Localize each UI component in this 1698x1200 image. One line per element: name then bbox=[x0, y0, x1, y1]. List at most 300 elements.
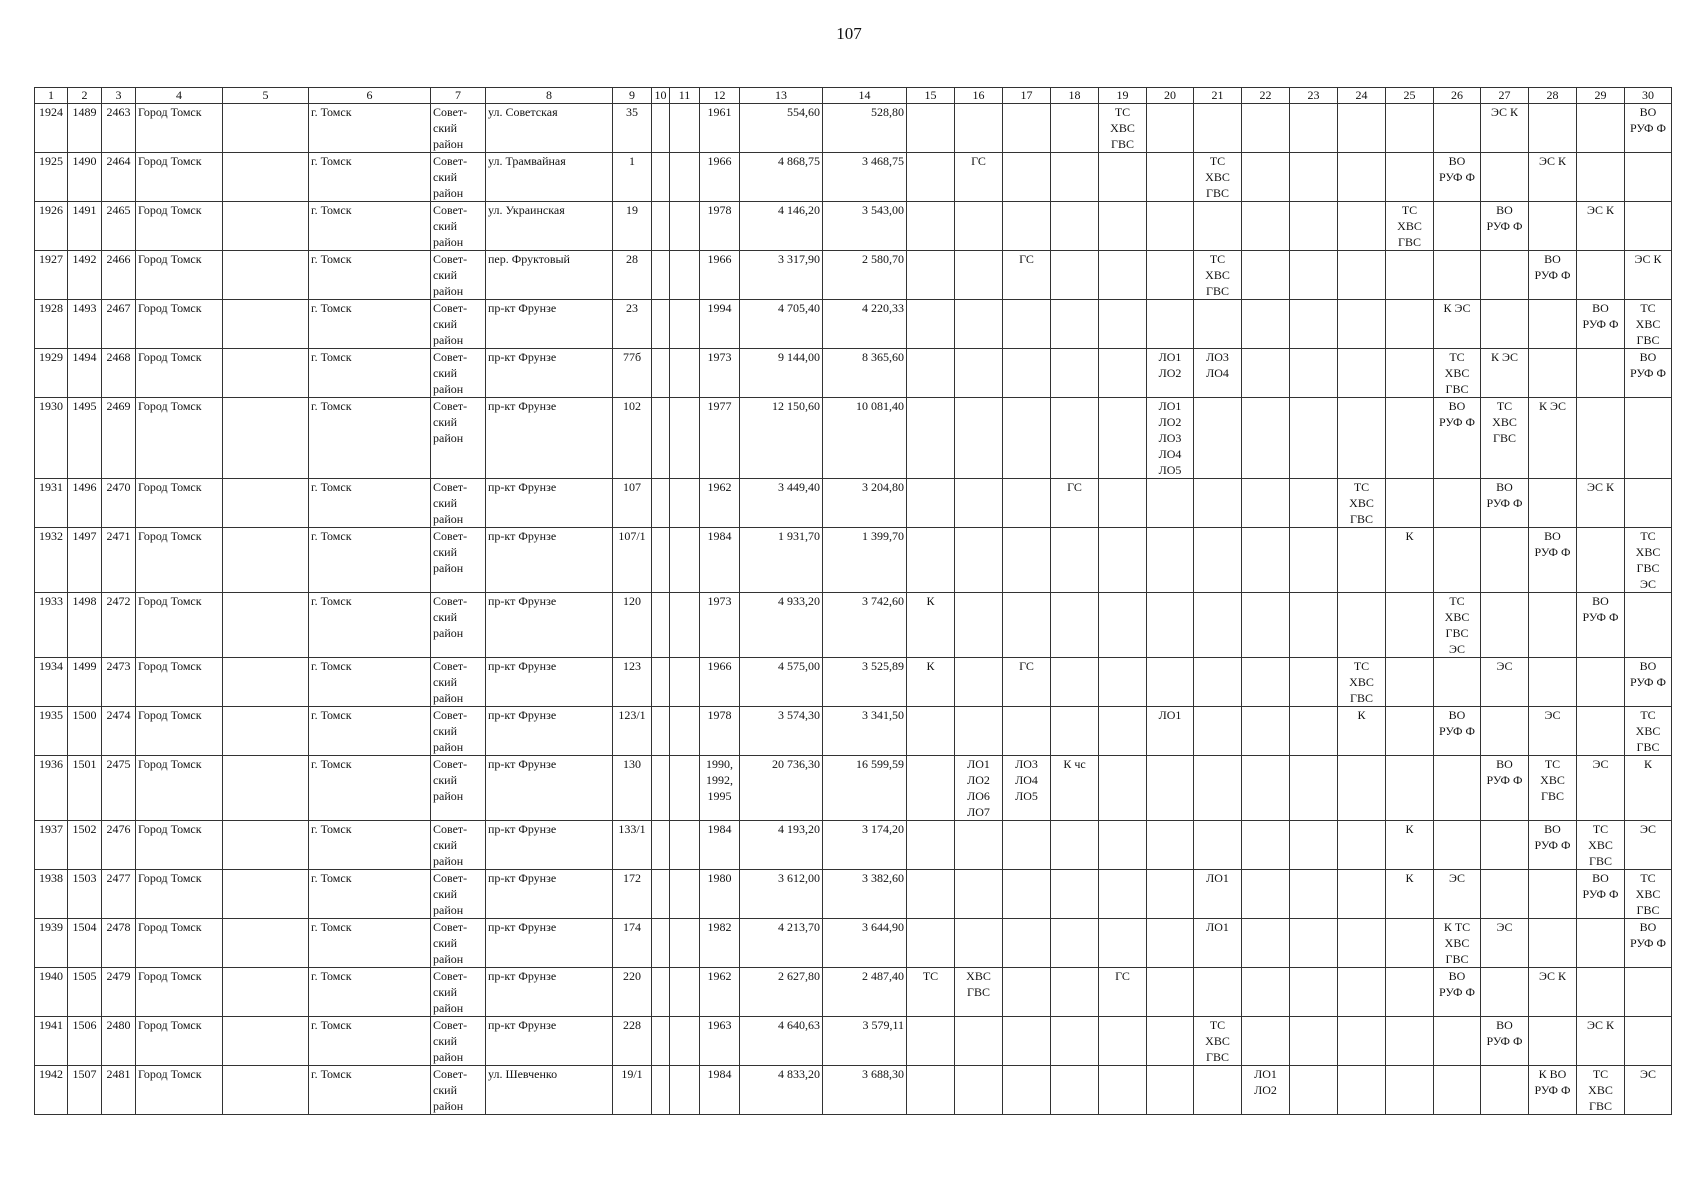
table-cell: 1980 bbox=[700, 870, 740, 919]
table-cell: 2465 bbox=[102, 202, 136, 251]
table-cell bbox=[1051, 528, 1099, 593]
table-cell: ТС ХВС ГВС bbox=[1481, 398, 1529, 479]
table-cell bbox=[223, 153, 309, 202]
table-cell bbox=[1290, 202, 1338, 251]
table-cell: Совет- ский район bbox=[431, 202, 486, 251]
table-cell: г. Томск bbox=[309, 528, 431, 593]
table-cell: Город Томск bbox=[136, 593, 223, 658]
table-cell: ВО РУФ Ф bbox=[1625, 349, 1672, 398]
table-cell: Город Томск bbox=[136, 707, 223, 756]
table-cell: 4 213,70 bbox=[740, 919, 823, 968]
table-cell: К bbox=[1386, 821, 1434, 870]
column-header: 7 bbox=[431, 88, 486, 104]
table-cell: 1984 bbox=[700, 821, 740, 870]
table-cell bbox=[1338, 1066, 1386, 1115]
table-row bbox=[35, 349, 1672, 398]
table-cell: ЭС К bbox=[1577, 202, 1625, 251]
table-cell bbox=[955, 870, 1003, 919]
table-cell bbox=[1577, 658, 1625, 707]
table-cell: Город Томск bbox=[136, 479, 223, 528]
table-cell bbox=[670, 479, 700, 528]
table-cell: 2470 bbox=[102, 479, 136, 528]
column-header: 20 bbox=[1147, 88, 1194, 104]
table-cell bbox=[1386, 153, 1434, 202]
table-cell bbox=[652, 707, 670, 756]
table-cell bbox=[1051, 251, 1099, 300]
table-cell: пер. Фруктовый bbox=[486, 251, 613, 300]
table-cell bbox=[652, 1066, 670, 1115]
table-cell: ЭС bbox=[1481, 919, 1529, 968]
table-cell bbox=[1577, 398, 1625, 479]
table-cell: 1496 bbox=[68, 479, 102, 528]
table-cell bbox=[1147, 1017, 1194, 1066]
table-cell bbox=[670, 528, 700, 593]
table-cell: ТС ХВС ГВС bbox=[1625, 707, 1672, 756]
table-cell bbox=[670, 870, 700, 919]
table-cell bbox=[1003, 919, 1051, 968]
table-cell: Совет- ский район bbox=[431, 479, 486, 528]
table-cell: Совет- ский район bbox=[431, 528, 486, 593]
table-cell bbox=[1386, 756, 1434, 821]
table-cell bbox=[1003, 1017, 1051, 1066]
table-cell: 2 627,80 bbox=[740, 968, 823, 1017]
table-cell: 1489 bbox=[68, 104, 102, 153]
table-cell bbox=[907, 153, 955, 202]
table-cell: 1493 bbox=[68, 300, 102, 349]
table-cell: пр-кт Фрунзе bbox=[486, 919, 613, 968]
table-cell: Город Томск bbox=[136, 821, 223, 870]
table-cell: К ЭС bbox=[1434, 300, 1481, 349]
table-cell bbox=[1386, 398, 1434, 479]
table-cell bbox=[1529, 593, 1577, 658]
table-cell: Город Томск bbox=[136, 756, 223, 821]
table-cell: 1503 bbox=[68, 870, 102, 919]
table-cell: г. Томск bbox=[309, 251, 431, 300]
table-cell: ТС ХВС ГВС bbox=[1529, 756, 1577, 821]
table-cell bbox=[1003, 349, 1051, 398]
table-cell bbox=[1338, 1017, 1386, 1066]
table-cell: ВО РУФ Ф bbox=[1481, 1017, 1529, 1066]
table-cell: 2472 bbox=[102, 593, 136, 658]
table-cell bbox=[652, 300, 670, 349]
table-cell: ТС ХВС ГВС bbox=[1194, 1017, 1242, 1066]
table-cell bbox=[223, 349, 309, 398]
table-cell: 3 174,20 bbox=[823, 821, 907, 870]
column-header: 26 bbox=[1434, 88, 1481, 104]
table-cell: 1982 bbox=[700, 919, 740, 968]
table-cell: 1499 bbox=[68, 658, 102, 707]
column-header: 15 bbox=[907, 88, 955, 104]
table-cell bbox=[1242, 821, 1290, 870]
table-row bbox=[35, 821, 1672, 870]
table-cell bbox=[1338, 398, 1386, 479]
table-cell bbox=[1099, 528, 1147, 593]
table-cell bbox=[670, 398, 700, 479]
table-cell: г. Томск bbox=[309, 756, 431, 821]
column-header: 23 bbox=[1290, 88, 1338, 104]
table-cell: ЛО1 ЛО2 bbox=[1242, 1066, 1290, 1115]
table-cell bbox=[1481, 593, 1529, 658]
table-cell bbox=[1338, 968, 1386, 1017]
table-cell bbox=[1338, 202, 1386, 251]
table-cell bbox=[1242, 968, 1290, 1017]
table-cell: 16 599,59 bbox=[823, 756, 907, 821]
column-header: 17 bbox=[1003, 88, 1051, 104]
table-cell: 1962 bbox=[700, 968, 740, 1017]
column-header: 29 bbox=[1577, 88, 1625, 104]
table-cell: г. Томск bbox=[309, 1017, 431, 1066]
table-cell bbox=[1529, 658, 1577, 707]
table-cell bbox=[1577, 153, 1625, 202]
table-cell bbox=[907, 821, 955, 870]
table-row bbox=[35, 398, 1672, 479]
column-header: 18 bbox=[1051, 88, 1099, 104]
table-cell bbox=[1051, 658, 1099, 707]
table-cell: К ВО РУФ Ф bbox=[1529, 1066, 1577, 1115]
table-cell: 12 150,60 bbox=[740, 398, 823, 479]
table-cell bbox=[1194, 821, 1242, 870]
table-cell bbox=[1003, 707, 1051, 756]
table-cell bbox=[1529, 349, 1577, 398]
table-cell bbox=[1577, 251, 1625, 300]
table-cell bbox=[1242, 349, 1290, 398]
table-cell bbox=[907, 1066, 955, 1115]
table-cell bbox=[1338, 300, 1386, 349]
table-cell bbox=[652, 593, 670, 658]
table-cell bbox=[1625, 593, 1672, 658]
table-cell: Совет- ский район bbox=[431, 104, 486, 153]
table-cell: ЭС bbox=[1481, 658, 1529, 707]
table-cell: К ЭС bbox=[1529, 398, 1577, 479]
table-cell: 220 bbox=[613, 968, 652, 1017]
table-cell bbox=[1147, 919, 1194, 968]
table-cell bbox=[1529, 919, 1577, 968]
column-header: 4 bbox=[136, 88, 223, 104]
table-cell bbox=[670, 658, 700, 707]
table-cell bbox=[1386, 919, 1434, 968]
table-cell: ВО РУФ Ф bbox=[1481, 756, 1529, 821]
table-cell bbox=[1242, 104, 1290, 153]
table-cell: 4 933,20 bbox=[740, 593, 823, 658]
table-cell bbox=[1338, 528, 1386, 593]
table-cell: ЛО1 ЛО2 ЛО6 ЛО7 bbox=[955, 756, 1003, 821]
table-cell: 2473 bbox=[102, 658, 136, 707]
table-cell bbox=[1147, 202, 1194, 251]
table-cell bbox=[1481, 821, 1529, 870]
table-cell: Город Томск bbox=[136, 968, 223, 1017]
table-cell bbox=[1338, 104, 1386, 153]
table-cell bbox=[1147, 968, 1194, 1017]
table-cell bbox=[1290, 593, 1338, 658]
table-cell bbox=[1434, 479, 1481, 528]
table-cell bbox=[1003, 870, 1051, 919]
table-cell: 1961 bbox=[700, 104, 740, 153]
table-cell bbox=[1242, 707, 1290, 756]
table-cell: Город Томск bbox=[136, 300, 223, 349]
table-cell bbox=[670, 251, 700, 300]
table-cell: Совет- ский район bbox=[431, 251, 486, 300]
table-cell: ГС bbox=[1003, 251, 1051, 300]
table-cell bbox=[1099, 479, 1147, 528]
table-cell: 1497 bbox=[68, 528, 102, 593]
table-cell: 1978 bbox=[700, 202, 740, 251]
table-cell bbox=[1194, 398, 1242, 479]
table-cell bbox=[955, 251, 1003, 300]
table-cell bbox=[1338, 349, 1386, 398]
table-cell bbox=[223, 593, 309, 658]
table-cell: К bbox=[1386, 528, 1434, 593]
table-cell bbox=[955, 104, 1003, 153]
table-cell bbox=[670, 300, 700, 349]
table-cell: 3 382,60 bbox=[823, 870, 907, 919]
column-header: 28 bbox=[1529, 88, 1577, 104]
table-cell bbox=[223, 251, 309, 300]
table-cell bbox=[1051, 1017, 1099, 1066]
column-header: 21 bbox=[1194, 88, 1242, 104]
table-cell bbox=[1338, 251, 1386, 300]
table-cell bbox=[1099, 1017, 1147, 1066]
table-cell bbox=[907, 202, 955, 251]
column-header: 1 bbox=[35, 88, 68, 104]
table-cell bbox=[223, 968, 309, 1017]
table-row bbox=[35, 870, 1672, 919]
table-cell: 1506 bbox=[68, 1017, 102, 1066]
table-cell: 4 640,63 bbox=[740, 1017, 823, 1066]
table-cell: 2463 bbox=[102, 104, 136, 153]
table-cell: 4 705,40 bbox=[740, 300, 823, 349]
table-cell bbox=[907, 300, 955, 349]
table-cell: ЭС bbox=[1434, 870, 1481, 919]
table-cell bbox=[1147, 1066, 1194, 1115]
table-cell bbox=[1386, 968, 1434, 1017]
column-header: 5 bbox=[223, 88, 309, 104]
table-cell bbox=[1003, 104, 1051, 153]
table-cell bbox=[1290, 707, 1338, 756]
table-cell bbox=[1529, 300, 1577, 349]
table-cell bbox=[1434, 821, 1481, 870]
table-cell: 3 579,11 bbox=[823, 1017, 907, 1066]
table-cell: Город Томск bbox=[136, 919, 223, 968]
table-row bbox=[35, 1066, 1672, 1115]
table-cell: ЭС К bbox=[1481, 104, 1529, 153]
table-cell bbox=[1099, 153, 1147, 202]
table-cell bbox=[652, 479, 670, 528]
table-cell: 2477 bbox=[102, 870, 136, 919]
table-cell bbox=[1386, 593, 1434, 658]
table-cell bbox=[1194, 104, 1242, 153]
table-cell bbox=[1577, 104, 1625, 153]
table-cell bbox=[955, 300, 1003, 349]
table-cell bbox=[1099, 202, 1147, 251]
table-cell bbox=[907, 251, 955, 300]
table-cell bbox=[1481, 707, 1529, 756]
table-cell bbox=[670, 919, 700, 968]
table-cell: ЭС К bbox=[1529, 968, 1577, 1017]
table-cell: 4 193,20 bbox=[740, 821, 823, 870]
table-cell bbox=[1481, 153, 1529, 202]
table-cell bbox=[955, 1066, 1003, 1115]
table-cell: 133/1 bbox=[613, 821, 652, 870]
table-cell bbox=[1290, 919, 1338, 968]
table-cell: ВО РУФ Ф bbox=[1577, 593, 1625, 658]
table-cell bbox=[1242, 153, 1290, 202]
table-cell bbox=[1434, 756, 1481, 821]
table-cell: 172 bbox=[613, 870, 652, 919]
table-cell: 2 487,40 bbox=[823, 968, 907, 1017]
table-cell: ЛО1 bbox=[1194, 870, 1242, 919]
table-cell bbox=[955, 821, 1003, 870]
table-cell bbox=[1051, 202, 1099, 251]
table-cell: Совет- ский район bbox=[431, 300, 486, 349]
table-cell: 1926 bbox=[35, 202, 68, 251]
table-cell bbox=[1242, 398, 1290, 479]
table-cell bbox=[955, 479, 1003, 528]
table-cell: 35 bbox=[613, 104, 652, 153]
column-header: 19 bbox=[1099, 88, 1147, 104]
table-cell: 1498 bbox=[68, 593, 102, 658]
table-cell bbox=[1194, 707, 1242, 756]
table-cell: г. Томск bbox=[309, 658, 431, 707]
table-cell bbox=[1434, 528, 1481, 593]
table-cell: ЛО1 ЛО2 bbox=[1147, 349, 1194, 398]
table-cell: 1963 bbox=[700, 1017, 740, 1066]
table-cell: 1932 bbox=[35, 528, 68, 593]
table-cell bbox=[670, 756, 700, 821]
table-cell bbox=[907, 870, 955, 919]
table-cell: 1973 bbox=[700, 593, 740, 658]
table-cell: 3 525,89 bbox=[823, 658, 907, 707]
table-cell: 2479 bbox=[102, 968, 136, 1017]
table-cell: ул. Украинская bbox=[486, 202, 613, 251]
table-cell: 2469 bbox=[102, 398, 136, 479]
table-cell bbox=[652, 104, 670, 153]
table-cell: ХВС ГВС bbox=[955, 968, 1003, 1017]
table-cell: ТС bbox=[907, 968, 955, 1017]
table-cell bbox=[1051, 300, 1099, 349]
column-header: 12 bbox=[700, 88, 740, 104]
table-cell: 4 146,20 bbox=[740, 202, 823, 251]
table-cell bbox=[907, 479, 955, 528]
table-cell bbox=[652, 202, 670, 251]
table-cell: ГС bbox=[1051, 479, 1099, 528]
table-cell bbox=[1242, 593, 1290, 658]
table-cell bbox=[1147, 756, 1194, 821]
table-cell: г. Томск bbox=[309, 104, 431, 153]
table-cell: г. Томск bbox=[309, 153, 431, 202]
table-cell: К bbox=[1625, 756, 1672, 821]
table-cell: 1966 bbox=[700, 251, 740, 300]
table-cell: 1491 bbox=[68, 202, 102, 251]
column-header: 24 bbox=[1338, 88, 1386, 104]
table-cell bbox=[1625, 1017, 1672, 1066]
table-cell: Совет- ский район bbox=[431, 821, 486, 870]
table-cell bbox=[1147, 153, 1194, 202]
table-cell bbox=[1386, 349, 1434, 398]
table-cell bbox=[1529, 104, 1577, 153]
table-cell bbox=[1194, 658, 1242, 707]
table-cell: 23 bbox=[613, 300, 652, 349]
table-cell bbox=[1147, 593, 1194, 658]
table-cell: ЛО1 bbox=[1147, 707, 1194, 756]
table-cell: 2475 bbox=[102, 756, 136, 821]
table-cell bbox=[1003, 398, 1051, 479]
column-header: 6 bbox=[309, 88, 431, 104]
table-cell: пр-кт Фрунзе bbox=[486, 479, 613, 528]
table-cell bbox=[652, 968, 670, 1017]
table-cell: Совет- ский район bbox=[431, 919, 486, 968]
table-cell: 4 575,00 bbox=[740, 658, 823, 707]
table-cell bbox=[1386, 658, 1434, 707]
table-cell: 2476 bbox=[102, 821, 136, 870]
table-cell: 2467 bbox=[102, 300, 136, 349]
table-cell: 2466 bbox=[102, 251, 136, 300]
table-cell bbox=[223, 202, 309, 251]
table-cell: 1 399,70 bbox=[823, 528, 907, 593]
column-header: 30 bbox=[1625, 88, 1672, 104]
table-cell: 1940 bbox=[35, 968, 68, 1017]
table-cell: 120 bbox=[613, 593, 652, 658]
table-cell: пр-кт Фрунзе bbox=[486, 756, 613, 821]
table-cell: Город Томск bbox=[136, 398, 223, 479]
table-cell: К ЭС bbox=[1481, 349, 1529, 398]
table-cell bbox=[1338, 870, 1386, 919]
table-cell: К bbox=[1386, 870, 1434, 919]
column-header: 9 bbox=[613, 88, 652, 104]
table-cell bbox=[1194, 1066, 1242, 1115]
table-cell bbox=[1242, 870, 1290, 919]
table-cell bbox=[1290, 104, 1338, 153]
table-cell bbox=[670, 821, 700, 870]
table-cell bbox=[223, 1017, 309, 1066]
table-cell bbox=[670, 153, 700, 202]
table-cell: ЭС К bbox=[1529, 153, 1577, 202]
table-row bbox=[35, 593, 1672, 658]
table-cell bbox=[1003, 202, 1051, 251]
table-cell: ЛО3 ЛО4 bbox=[1194, 349, 1242, 398]
table-cell bbox=[1147, 251, 1194, 300]
table-cell: пр-кт Фрунзе bbox=[486, 870, 613, 919]
table-cell: ул. Советская bbox=[486, 104, 613, 153]
table-cell: 3 317,90 bbox=[740, 251, 823, 300]
table-cell: 1977 bbox=[700, 398, 740, 479]
table-cell bbox=[652, 349, 670, 398]
table-cell: 1935 bbox=[35, 707, 68, 756]
table-cell: 123/1 bbox=[613, 707, 652, 756]
table-cell: ЛО1 ЛО2 ЛО3 ЛО4 ЛО5 bbox=[1147, 398, 1194, 479]
table-cell bbox=[1290, 968, 1338, 1017]
table-row bbox=[35, 968, 1672, 1017]
table-cell bbox=[1242, 528, 1290, 593]
table-cell bbox=[652, 821, 670, 870]
table-cell bbox=[1434, 1066, 1481, 1115]
table-cell: 2481 bbox=[102, 1066, 136, 1115]
table-cell bbox=[652, 919, 670, 968]
table-cell: 1934 bbox=[35, 658, 68, 707]
table-cell bbox=[1051, 707, 1099, 756]
table-cell: 9 144,00 bbox=[740, 349, 823, 398]
table-cell bbox=[1577, 707, 1625, 756]
table-cell bbox=[955, 658, 1003, 707]
table-cell: ТС ХВС ГВС bbox=[1577, 1066, 1625, 1115]
table-cell bbox=[1099, 251, 1147, 300]
table-cell bbox=[1099, 1066, 1147, 1115]
table-cell bbox=[652, 251, 670, 300]
table-cell: ТС ХВС ГВС bbox=[1434, 349, 1481, 398]
table-cell: ТС ХВС ГВС bbox=[1625, 300, 1672, 349]
table-cell bbox=[1194, 756, 1242, 821]
table-cell: ЭС К bbox=[1577, 479, 1625, 528]
table-cell bbox=[1003, 593, 1051, 658]
